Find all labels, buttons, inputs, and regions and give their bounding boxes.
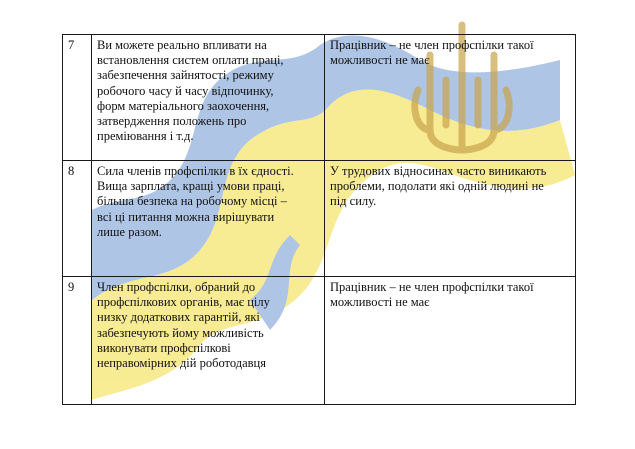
cell-line: форм матеріального заохочення, (97, 98, 270, 113)
cell-line: всі ці питання можна вирішувати (97, 209, 275, 224)
cell-line: неправомірних дій роботодавця (97, 356, 266, 371)
row-number: 8 (63, 161, 92, 277)
cell-line: можливості не має (330, 53, 430, 68)
member-benefit-cell (92, 277, 325, 405)
cell-line: під силу. (330, 194, 377, 209)
cell-line: більша безпека на робочому місці – (97, 194, 287, 209)
row-number: 7 (63, 35, 92, 161)
table-row (63, 277, 576, 405)
cell-line: Вища зарплата, кращі умови праці, (97, 179, 285, 194)
cell-line: затвердження положень про (97, 114, 247, 129)
cell-line: виконувати профспілкові (97, 340, 231, 355)
non-member-cell (325, 277, 576, 405)
cell-line: Працівник – не член профспілки такої (330, 280, 534, 294)
cell-line: Сила членів профспілки в їх єдності. (97, 164, 294, 178)
table-row (63, 35, 576, 161)
cell-line: можливості не має (330, 295, 430, 310)
comparison-table (62, 34, 576, 405)
cell-line: робочого часу й часу відпочинку, (97, 83, 274, 98)
row-number: 9 (63, 277, 92, 405)
cell-line: встановлення систем оплати праці, (97, 53, 284, 68)
cell-line: У трудових відносинах часто виникають (330, 164, 547, 178)
cell-line: лише разом. (97, 224, 162, 239)
cell-line: Працівник – не член профспілки такої (330, 38, 534, 52)
member-benefit-cell (92, 35, 325, 161)
cell-line: Член профспілки, обраний до (97, 280, 256, 294)
cell-line: проблеми, подолати які одній людині не (330, 179, 544, 194)
non-member-cell (325, 161, 576, 277)
non-member-cell (325, 35, 576, 161)
cell-line: низку додаткових гарантій, які (97, 310, 260, 325)
cell-line: забезпечення зайнятості, режиму (97, 68, 274, 83)
cell-line: Ви можете реально впливати на (97, 38, 267, 52)
table-row (63, 161, 576, 277)
cell-line: забезпечують йому можливість (97, 325, 264, 340)
member-benefit-cell (92, 161, 325, 277)
cell-line: преміювання і т.д. (97, 129, 194, 144)
cell-line: профспілкових органів, має цілу (97, 295, 270, 310)
